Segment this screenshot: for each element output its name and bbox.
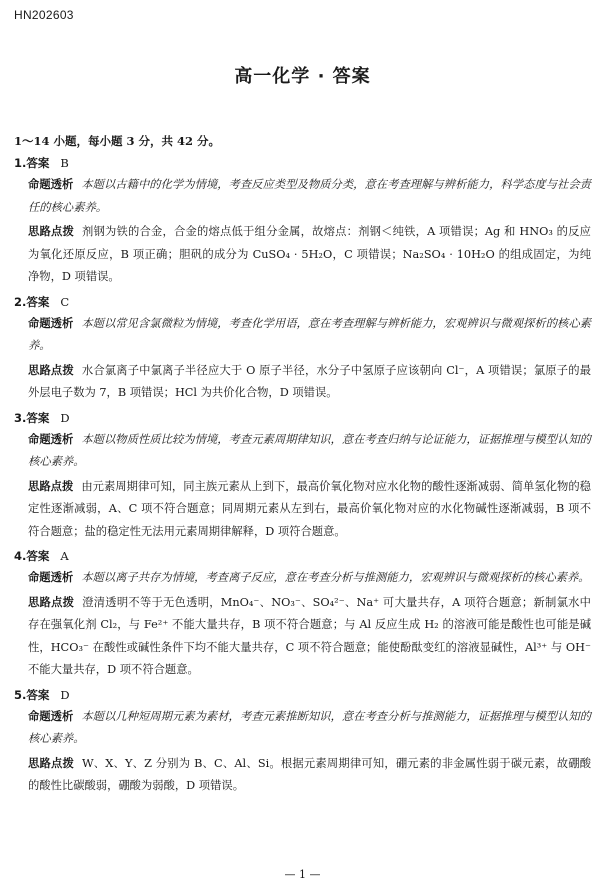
guide-text: W、X、Y、Z 分别为 B、C、Al、Si。根据元素周期律可知，硼元素的非金属性弱于碳元素，故硼酸的酸性比碳酸弱，硼酸为弱酸，D 项错误。 bbox=[28, 756, 591, 792]
question-number: 1. bbox=[14, 156, 27, 170]
question-answer-line bbox=[14, 291, 591, 313]
analysis-paragraph bbox=[14, 429, 591, 474]
question-block bbox=[14, 684, 591, 798]
guide-text: 由元素周期律可知，同主族元素从上到下，最高价氧化物对应水化物的酸性逐渐减弱、简单氢化物的稳定性逐渐减弱，A、C 项不符合题意；同周期元素从左到右，最高价氧化物对应的水化物碱性逐渐减弱，B 项不符合题意；盐的稳定性无法用元素周期律解释，D 项符合题意。 bbox=[28, 479, 591, 538]
guide-text: 水合氯离子中氯离子半径应大于 O 原子半径，水分子中氢原子应该朝向 Cl⁻，A 项错误；氯原子的最外层电子数为 7，B 项错误；HCl 为共价化合物，D 项错误。 bbox=[28, 363, 591, 399]
analysis-text: 本题以物质性质比较为情境，考查元素周期律知识，意在考查归纳与论证能力，证据推理与模型认知的核心素养。 bbox=[28, 432, 591, 468]
guide-label: 思路点拨 bbox=[28, 363, 74, 377]
question-block bbox=[14, 291, 591, 405]
analysis-paragraph bbox=[14, 706, 591, 751]
guide-text: 剂钢为铁的合金，合金的熔点低于组分金属，故熔点：剂钢＜纯铁，A 项错误；Ag 和 HNO₃ 的反应为氧化还原反应，B 项正确；胆矾的成分为 CuSO₄ · 5H₂O，C 项错误；Na₂SO₄ · 10H₂O 的组成固定，为纯净物，D 项错误。 bbox=[28, 225, 591, 283]
document-title: 高一化学 · 答案 bbox=[234, 66, 371, 87]
answer-label: 答案 bbox=[26, 156, 50, 170]
guide-paragraph bbox=[14, 360, 591, 405]
guide-paragraph bbox=[14, 753, 591, 798]
question-block bbox=[14, 152, 591, 289]
answer-label: 答案 bbox=[26, 410, 50, 425]
guide-text: 澄清透明不等于无色透明，MnO₄⁻、NO₃⁻、SO₄²⁻、Na⁺ 可大量共存，A 项符合题意；新制氯水中存在强氧化剂 Cl₂，与 Fe²⁺ 不能大量共存，B 项不符合题意；与 Al 反应生成 H₂ 的溶液可能是酸性也可能是碱性，HCO₃⁻ 在酸性或碱性条件下均不能大量共存，C 项不符合题意；能使酚酞变红的溶液显碱性，Al³⁺ 与 OH⁻ 不能大量共存，D 项不符合题意。 bbox=[28, 595, 591, 676]
guide-paragraph bbox=[14, 221, 591, 289]
analysis-label: 命题透析 bbox=[28, 432, 74, 446]
question-number: 3. bbox=[14, 410, 27, 425]
question-answer-line bbox=[14, 545, 591, 567]
question-number: 2. bbox=[14, 294, 27, 309]
analysis-label: 命题透析 bbox=[28, 709, 74, 723]
analysis-text: 本题以常见含氯微粒为情境，考查化学用语，意在考查理解与辨析能力，宏观辨识与微观探析的核心素养。 bbox=[28, 316, 591, 352]
analysis-text: 本题以几种短周期元素为素材，考查元素推断知识，意在考查分析与推测能力，证据推理与模型认知的核心素养。 bbox=[28, 709, 591, 745]
analysis-label: 命题透析 bbox=[28, 178, 74, 191]
analysis-text: 本题以离子共存为情境，考查离子反应，意在考查分析与推测能力，宏观辨识与微观探析的核心素养。 bbox=[81, 571, 590, 584]
guide-label: 思路点拨 bbox=[28, 756, 74, 770]
analysis-label: 命题透析 bbox=[28, 571, 74, 584]
answer-choice: C bbox=[60, 294, 70, 309]
answer-choice: D bbox=[60, 687, 70, 702]
guide-label: 思路点拨 bbox=[28, 225, 75, 238]
question-answer-line bbox=[14, 684, 591, 706]
guide-paragraph bbox=[14, 476, 591, 544]
question-block bbox=[14, 545, 591, 682]
answer-choice: D bbox=[60, 410, 70, 425]
guide-label: 思路点拨 bbox=[28, 479, 74, 493]
analysis-label: 命题透析 bbox=[28, 316, 74, 330]
answer-content bbox=[14, 126, 591, 800]
analysis-paragraph bbox=[14, 174, 591, 219]
document-code: HN202603 bbox=[14, 8, 74, 22]
question-number: 5. bbox=[14, 687, 27, 702]
analysis-text: 本题以古籍中的化学为情境，考查反应类型及物质分类，意在考查理解与辨析能力，科学态度与社会责任的核心素养。 bbox=[28, 178, 591, 214]
answer-choice: A bbox=[60, 549, 69, 563]
question-block bbox=[14, 407, 591, 544]
section-intro: 1～14 小题，每小题 3 分，共 42 分。 bbox=[14, 134, 221, 148]
answer-label: 答案 bbox=[26, 549, 50, 563]
answer-choice: B bbox=[60, 156, 69, 170]
question-number: 4. bbox=[14, 549, 27, 563]
guide-paragraph bbox=[14, 592, 591, 682]
page-number: — 1 — bbox=[284, 868, 321, 881]
answer-label: 答案 bbox=[26, 687, 50, 702]
answer-label: 答案 bbox=[26, 294, 50, 309]
question-answer-line bbox=[14, 152, 591, 174]
question-answer-line bbox=[14, 407, 591, 429]
question-list bbox=[14, 152, 591, 798]
guide-label: 思路点拨 bbox=[28, 595, 75, 609]
analysis-paragraph bbox=[14, 313, 591, 358]
analysis-paragraph bbox=[14, 567, 591, 590]
